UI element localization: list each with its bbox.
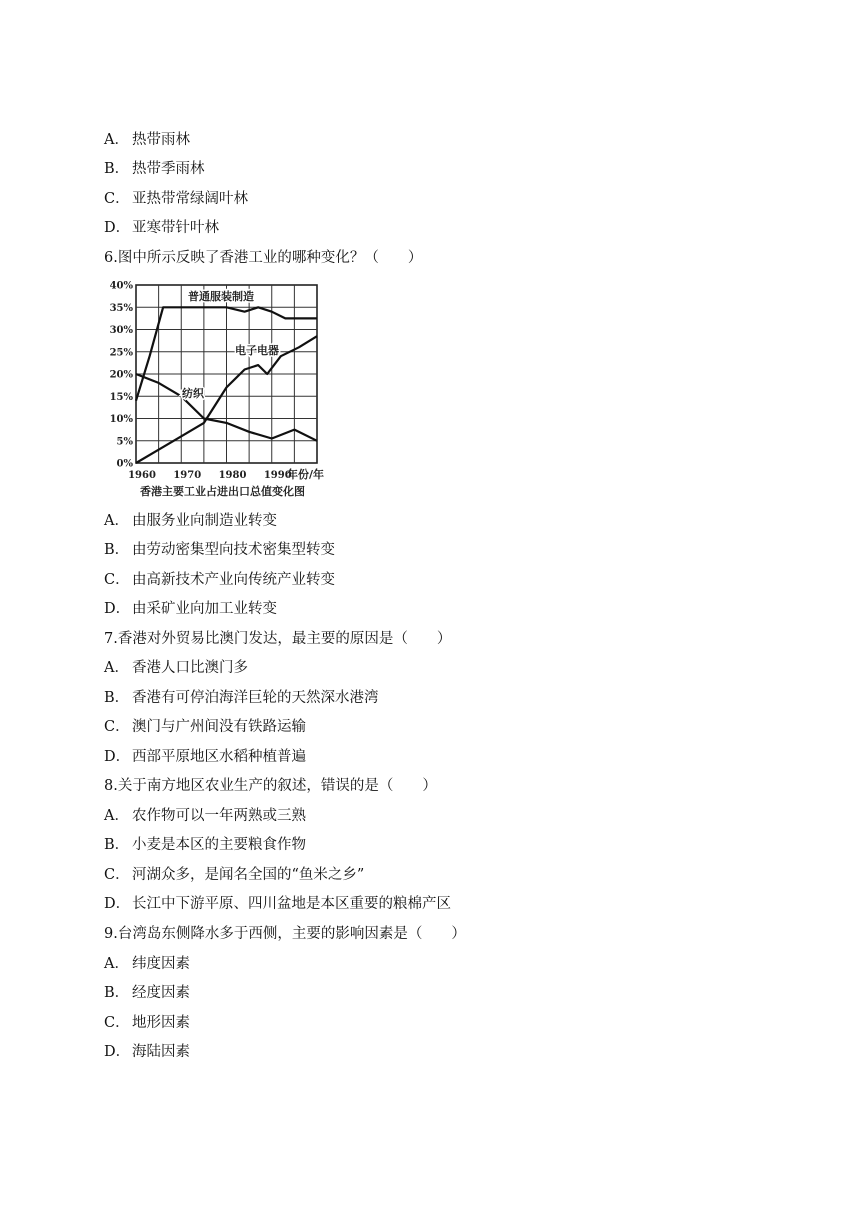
- industry-chart-svg: [104, 276, 334, 508]
- y-tick-label: 10%: [109, 414, 133, 425]
- series-label: 电子电器: [235, 344, 279, 357]
- q9-stem: 9.台湾岛东侧降水多于西侧，主要的影响因素是（ ）: [104, 926, 466, 942]
- x-tick-label: 1970: [173, 470, 202, 481]
- q8-stem: 8.关于南方地区农业生产的叙述，错误的是（ ）: [104, 778, 437, 794]
- q6-option-b: B． 由劳动密集型向技术密集型转变: [104, 542, 335, 558]
- x-axis-label: 年份/年: [287, 468, 325, 481]
- y-tick-label: 0%: [116, 458, 133, 470]
- series-label: 普通服装制造: [188, 290, 254, 303]
- x-tick-label: 1980: [218, 470, 247, 481]
- q7-stem: 7.香港对外贸易比澳门发达，最主要的原因是（ ）: [104, 631, 452, 647]
- y-tick-label: 40%: [109, 280, 133, 292]
- q9-option-d: D． 海陆因素: [104, 1044, 190, 1060]
- y-tick-label: 30%: [109, 325, 133, 336]
- series-label: 纺织: [182, 387, 204, 400]
- q9-option-a: A． 纬度因素: [104, 956, 190, 972]
- q8-option-b: B． 小麦是本区的主要粮食作物: [104, 837, 306, 853]
- y-tick-label: 20%: [109, 369, 133, 381]
- q8-option-a: A． 农作物可以一年两熟或三熟: [104, 808, 306, 824]
- y-tick-label: 15%: [109, 391, 133, 403]
- q6-option-c: C． 由高新技术产业向传统产业转变: [104, 572, 335, 588]
- y-tick-label: 25%: [109, 347, 133, 359]
- chart-title: 香港主要工业占进出口总值变化图: [140, 485, 305, 498]
- y-tick-label: 5%: [116, 436, 133, 448]
- q7-option-a: A． 香港人口比澳门多: [104, 660, 248, 676]
- q5-option-a: A． 热带雨林: [104, 132, 190, 148]
- q9-option-c: C． 地形因素: [104, 1015, 190, 1031]
- q7-option-d: D． 西部平原地区水稻种植普遍: [104, 749, 306, 765]
- q6-stem: 6.图中所示反映了香港工业的哪种变化？（ ）: [104, 250, 423, 266]
- q5-option-b: B． 热带季雨林: [104, 161, 205, 177]
- q7-option-c: C． 澳门与广州间没有铁路运输: [104, 719, 306, 735]
- y-tick-label: 35%: [109, 302, 133, 314]
- q7-option-b: B． 香港有可停泊海洋巨轮的天然深水港湾: [104, 690, 379, 706]
- q8-option-d: D． 长江中下游平原、四川盆地是本区重要的粮棉产区: [104, 896, 451, 912]
- q5-option-c: C． 亚热带常绿阔叶林: [104, 191, 248, 207]
- q9-option-b: B． 经度因素: [104, 985, 190, 1001]
- q5-option-d: D． 亚寒带针叶林: [104, 220, 219, 236]
- q6-option-d: D． 由采矿业向加工业转变: [104, 601, 277, 617]
- x-tick-label: 1990: [263, 470, 292, 481]
- q8-option-c: C． 河湖众多，是闻名全国的“鱼米之乡”: [104, 867, 365, 883]
- q6-option-a: A． 由服务业向制造业转变: [104, 513, 277, 529]
- industry-chart: [104, 276, 334, 508]
- x-tick-label: 1960: [128, 470, 156, 481]
